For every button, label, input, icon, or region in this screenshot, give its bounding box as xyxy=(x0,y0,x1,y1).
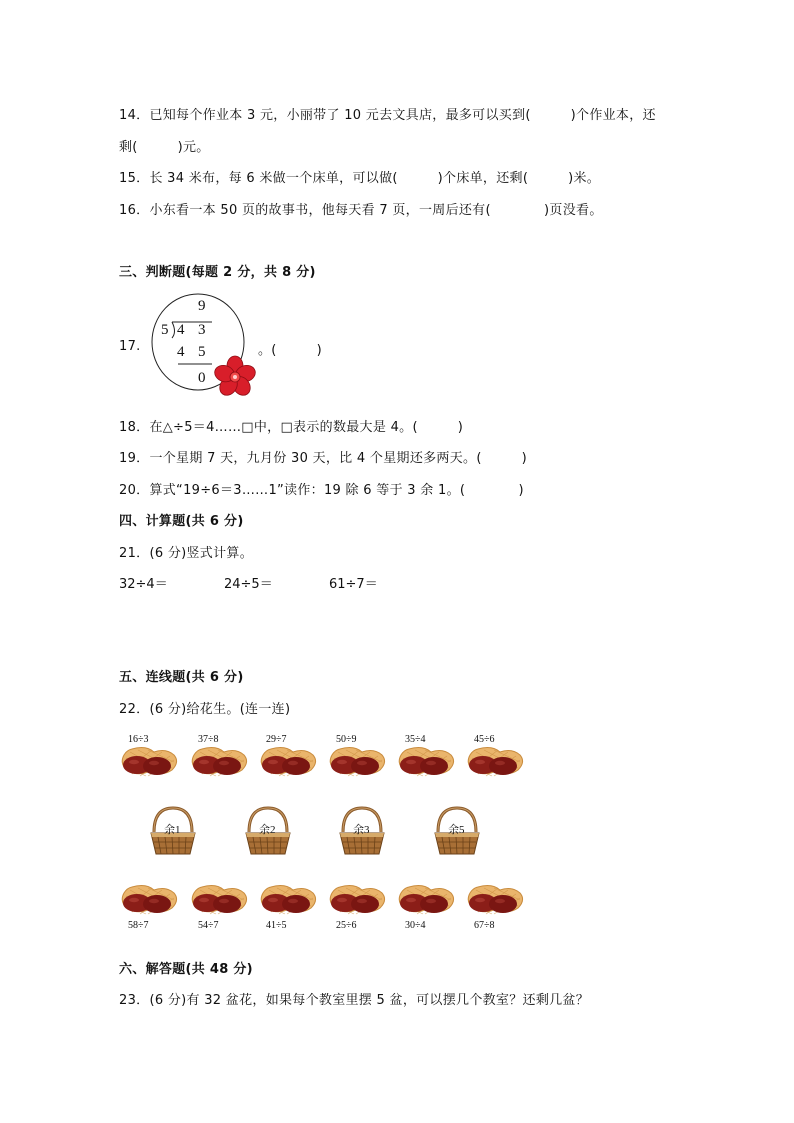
bottom-expr-6: 67÷8 xyxy=(474,920,495,931)
peanut-icon[interactable] xyxy=(257,746,317,778)
q14-line1: 14．已知每个作业本 3 元，小丽带了 10 元去文具店，最多可以买到( )个作业本，还 xyxy=(119,108,656,123)
peanut-icon[interactable] xyxy=(118,746,178,778)
peanut-icon[interactable] xyxy=(118,884,178,916)
basket-label-4: 余5 xyxy=(448,824,465,836)
bottom-expr-3: 41÷5 xyxy=(266,920,287,931)
q22: 22．(6 分)给花生。(连一连) xyxy=(119,702,291,717)
bottom-expr-4: 25÷6 xyxy=(336,920,357,931)
basket-label-1: 余1 xyxy=(164,824,181,836)
judge-section-title: 三、判断题(每题 2 分，共 8 分) xyxy=(119,265,316,280)
calc-expr-1: 32÷4＝ xyxy=(119,577,168,592)
basket-label-2: 余2 xyxy=(259,824,276,836)
bottom-expr-5: 30÷4 xyxy=(405,920,426,931)
peanut-icon[interactable] xyxy=(395,884,455,916)
q19: 19．一个星期 7 天，九月份 30 天，比 4 个星期还多两天。( ) xyxy=(119,451,527,466)
q17-product-digit1: 4 xyxy=(177,344,185,360)
q14-line2: 剩( )元。 xyxy=(119,140,210,155)
calc-expr-3: 61÷7＝ xyxy=(329,577,378,592)
peanut-icon[interactable] xyxy=(188,746,248,778)
top-expr-3: 29÷7 xyxy=(266,734,287,745)
top-expr-6: 45÷6 xyxy=(474,734,495,745)
top-expr-5: 35÷4 xyxy=(405,734,426,745)
peanut-icon[interactable] xyxy=(395,746,455,778)
calc-expr-2: 24÷5＝ xyxy=(224,577,273,592)
q15: 15．长 34 米布，每 6 米做一个床单，可以做( )个床单，还剩( )米。 xyxy=(119,171,601,186)
q17-divisor: 5 xyxy=(161,322,169,338)
bottom-expr-2: 54÷7 xyxy=(198,920,219,931)
top-expr-4: 50÷9 xyxy=(336,734,357,745)
top-expr-2: 37÷8 xyxy=(198,734,219,745)
peanut-icon[interactable] xyxy=(188,884,248,916)
q17-answer-bracket: 。( ) xyxy=(258,343,322,358)
q16: 16．小东看一本 50 页的故事书，他每天看 7 页，一周后还有( )页没看。 xyxy=(119,203,603,218)
q17-remainder: 0 xyxy=(198,370,206,386)
q21: 21．(6 分)竖式计算。 xyxy=(119,546,253,561)
top-expr-1: 16÷3 xyxy=(128,734,149,745)
q17-dividend-digit2: 3 xyxy=(198,322,206,338)
peanut-icon[interactable] xyxy=(464,884,524,916)
q20: 20．算式“19÷6＝3……1”读作：19 除 6 等于 3 余 1。( ) xyxy=(119,483,524,498)
q17-dividend-digit1: 4 xyxy=(177,322,185,338)
q17-product-digit2: 5 xyxy=(198,344,206,360)
bottom-expr-1: 58÷7 xyxy=(128,920,149,931)
peanut-icon[interactable] xyxy=(257,884,317,916)
q23: 23．(6 分)有 32 盆花，如果每个教室里摆 5 盆，可以摆几个教室？还剩几盆？ xyxy=(119,993,590,1008)
calc-section-title: 四、计算题(共 6 分) xyxy=(119,514,244,529)
q17-quotient: 9 xyxy=(198,298,206,314)
peanut-icon[interactable] xyxy=(326,884,386,916)
peanut-icon[interactable] xyxy=(326,746,386,778)
peanut-icon[interactable] xyxy=(464,746,524,778)
flower-icon xyxy=(212,354,258,400)
q17-label: 17. xyxy=(119,339,141,354)
answer-section-title: 六、解答题(共 48 分) xyxy=(119,962,253,977)
q18: 18．在△÷5＝4……□中，□表示的数最大是 4。( ) xyxy=(119,420,464,435)
basket-label-3: 余3 xyxy=(353,824,370,836)
match-section-title: 五、连线题(共 6 分) xyxy=(119,670,244,685)
